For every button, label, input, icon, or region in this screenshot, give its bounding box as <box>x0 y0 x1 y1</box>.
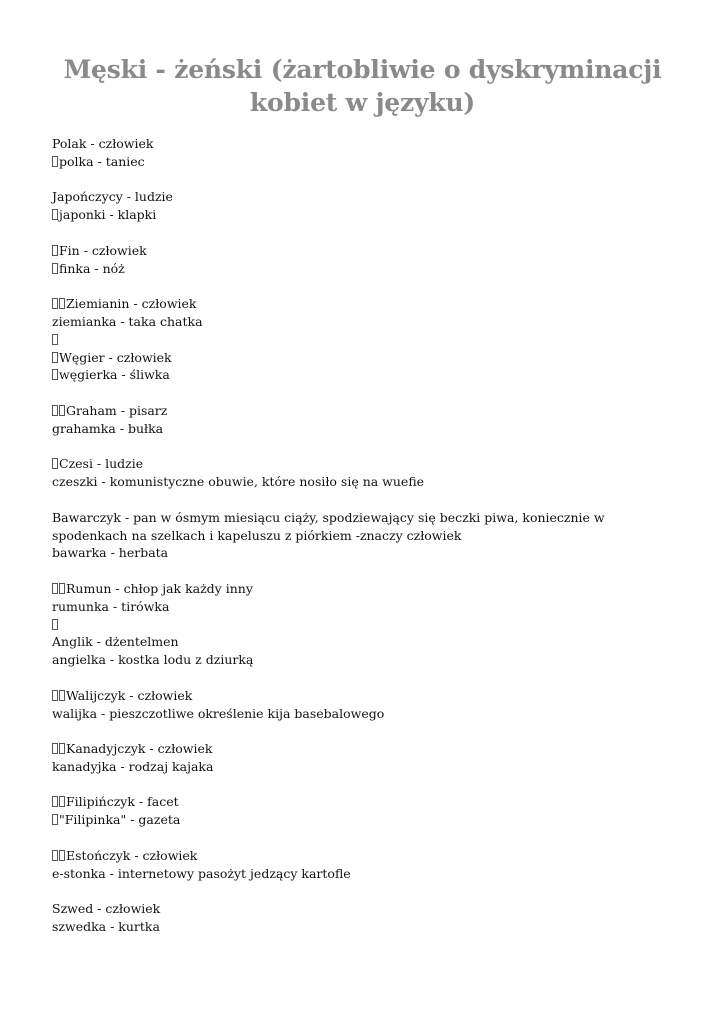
line-text: Fin - człowiek <box>59 242 147 258</box>
line-text: szwedka - kurtka <box>52 919 160 935</box>
text-line <box>52 349 682 367</box>
line-text: Anglik - dżentelmen <box>52 634 179 650</box>
text-line <box>52 758 682 776</box>
stanza <box>52 740 682 776</box>
missing-glyph-icon <box>52 458 58 469</box>
missing-glyph-icon <box>52 850 58 861</box>
text-line <box>52 740 682 758</box>
line-text: japonki - klapki <box>59 207 157 223</box>
text-line <box>52 331 682 349</box>
stanza <box>52 455 682 491</box>
stanza <box>52 900 682 936</box>
text-line <box>52 153 682 171</box>
line-text: Walijczyk - człowiek <box>66 687 193 703</box>
text-line <box>52 260 682 278</box>
line-text: Kanadyjczyk - człowiek <box>66 741 213 757</box>
line-text: e-stonka - internetowy pasożyt jedzący kartofle <box>52 865 351 881</box>
stanza <box>52 242 682 278</box>
text-line <box>52 188 682 206</box>
stanza <box>52 188 682 224</box>
line-text: Filipińczyk - facet <box>66 794 179 810</box>
missing-glyph-icon <box>59 743 65 754</box>
stanza <box>52 295 682 384</box>
stanza <box>52 580 682 669</box>
line-text: polka - taniec <box>59 153 145 169</box>
line-text: angielka - kostka lodu z dziurką <box>52 652 254 668</box>
missing-glyph-icon <box>52 619 58 630</box>
missing-glyph-icon <box>52 298 58 309</box>
line-text: Bawarczyk - pan w ósmym miesiącu ciąży, spodziewający się beczki piwa, koniecznie w spodenkach na szelkach i kapeluszu z piórkiem -znaczy człowiek <box>52 509 605 543</box>
stanza <box>52 135 682 171</box>
stanza <box>52 509 682 562</box>
line-text: kanadyjka - rodzaj kajaka <box>52 758 214 774</box>
text-line <box>52 616 682 634</box>
text-line <box>52 865 682 883</box>
line-text: Japończycy - ludzie <box>52 189 173 205</box>
missing-glyph-icon <box>52 369 58 380</box>
text-line <box>52 455 682 473</box>
line-text: ziemianka - taka chatka <box>52 313 203 329</box>
missing-glyph-icon <box>59 690 65 701</box>
missing-glyph-icon <box>52 814 58 825</box>
missing-glyph-icon <box>52 743 58 754</box>
missing-glyph-icon <box>52 209 58 220</box>
text-line <box>52 473 682 491</box>
text-line <box>52 811 682 829</box>
text-line <box>52 313 682 331</box>
text-line <box>52 402 682 420</box>
stanza <box>52 687 682 723</box>
line-text: Rumun - chłop jak każdy inny <box>66 580 253 596</box>
line-text: węgierka - śliwka <box>59 367 170 383</box>
page-title: Męski - żeński (żartobliwie o dyskryminacji kobiet w języku) <box>63 55 662 117</box>
line-text: bawarka - herbata <box>52 545 169 561</box>
text-line <box>52 918 682 936</box>
missing-glyph-icon <box>59 850 65 861</box>
text-line <box>52 847 682 865</box>
text-line <box>52 544 682 562</box>
missing-glyph-icon <box>52 583 58 594</box>
missing-glyph-icon <box>52 334 58 345</box>
missing-glyph-icon <box>59 583 65 594</box>
line-text: Polak - człowiek <box>52 136 154 151</box>
stanza <box>52 793 682 829</box>
text-line <box>52 687 682 705</box>
text-line <box>52 420 682 438</box>
missing-glyph-icon <box>52 690 58 701</box>
line-text: Szwed - człowiek <box>52 901 161 917</box>
line-text: finka - nóż <box>59 260 125 276</box>
text-line <box>52 135 682 153</box>
text-line <box>52 206 682 224</box>
line-text: Estończyk - człowiek <box>66 847 198 863</box>
line-text: grahamka - bułka <box>52 420 164 436</box>
line-text: "Filipinka" - gazeta <box>59 812 181 828</box>
missing-glyph-icon <box>52 405 58 416</box>
line-text: Graham - pisarz <box>66 402 168 418</box>
article-body <box>52 135 682 954</box>
missing-glyph-icon <box>59 298 65 309</box>
line-text: Ziemianin - człowiek <box>66 296 197 312</box>
missing-glyph-icon <box>52 796 58 807</box>
missing-glyph-icon <box>59 405 65 416</box>
text-line <box>52 793 682 811</box>
text-line <box>52 580 682 598</box>
line-text: rumunka - tirówka <box>52 598 170 614</box>
line-text: Węgier - człowiek <box>59 349 172 365</box>
missing-glyph-icon <box>52 263 58 274</box>
missing-glyph-icon <box>59 796 65 807</box>
missing-glyph-icon <box>52 352 58 363</box>
missing-glyph-icon <box>52 245 58 256</box>
text-line <box>52 242 682 260</box>
line-text: walijka - pieszczotliwe określenie kija basebalowego <box>52 705 385 721</box>
text-line <box>52 705 682 723</box>
text-line <box>52 633 682 651</box>
text-line <box>52 366 682 384</box>
text-line <box>52 598 682 616</box>
text-line <box>52 651 682 669</box>
missing-glyph-icon <box>52 156 58 167</box>
text-line <box>52 900 682 918</box>
stanza <box>52 847 682 883</box>
text-line <box>52 509 682 545</box>
stanza <box>52 402 682 438</box>
line-text: czeszki - komunistyczne obuwie, które nosiło się na wuefie <box>52 474 425 490</box>
text-line <box>52 295 682 313</box>
line-text: Czesi - ludzie <box>59 456 144 472</box>
